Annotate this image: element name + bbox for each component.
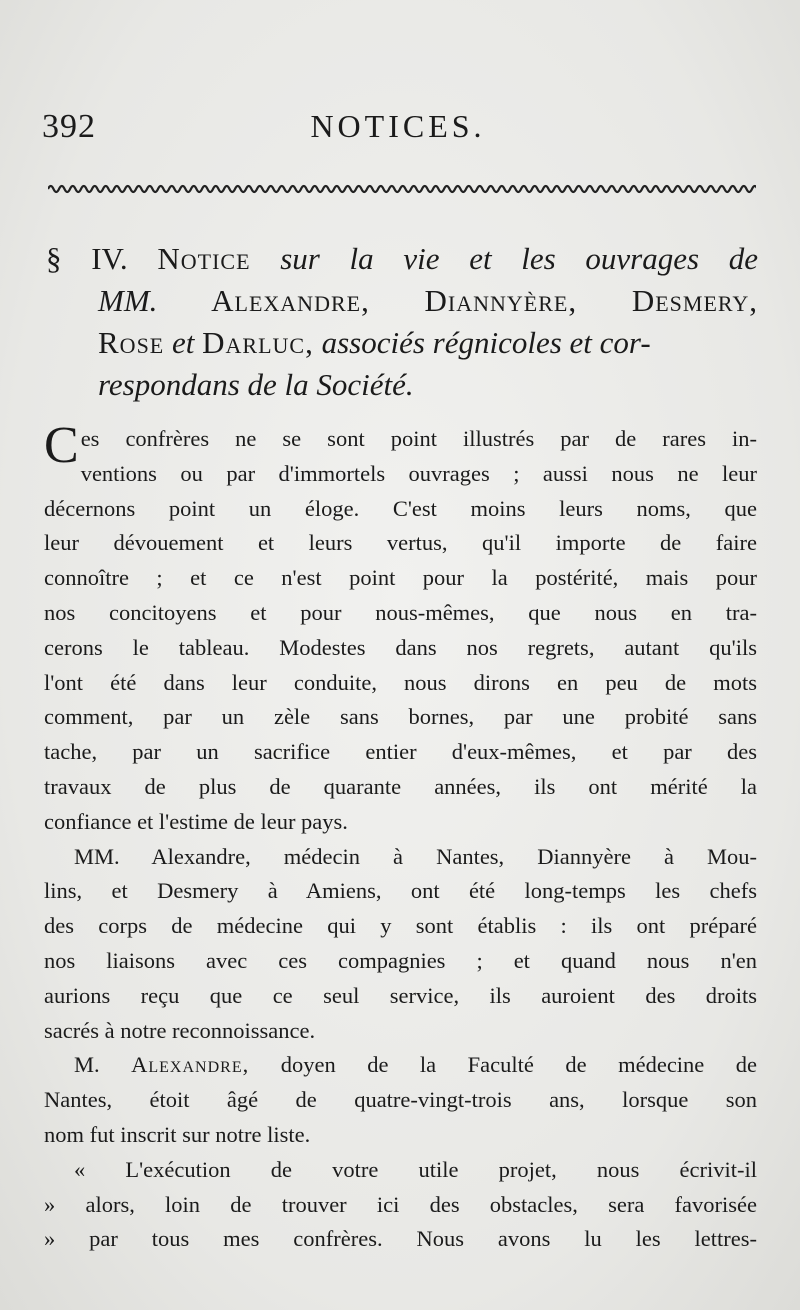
paragraph-line: comment, par un zèle sans bornes, par une probité sans: [44, 704, 757, 730]
paragraph-2: [44, 840, 757, 1049]
paragraph-line: confiance et l'estime de leur pays.: [44, 808, 348, 834]
paragraph-line: tache, par un sacrifice entier d'eux-mêmes, et par des: [44, 739, 757, 765]
para3-line1-rest: doyen de la Faculté de médecine de: [280, 1052, 758, 1078]
body-text: [44, 417, 758, 1257]
paragraph-4: [44, 1153, 757, 1257]
heading-notice-word: Notice: [157, 241, 251, 276]
para3-prefix: M.: [74, 1052, 100, 1078]
running-title: NOTICES.: [310, 108, 486, 144]
paragraph-3: [44, 1048, 757, 1152]
heading-line-3-text: associés régnicoles et cor-: [321, 325, 651, 360]
wavy-rule-ornament: [48, 180, 756, 198]
page-header: [42, 108, 754, 152]
paragraph-line: [44, 1048, 757, 1083]
paragraph-line: MM. Alexandre, médecin à Nantes, Diannyère à Mou-: [74, 843, 757, 869]
heading-mm: MM.: [98, 283, 158, 318]
heading-line-2: [46, 280, 758, 322]
heading-rose: Rose: [98, 325, 165, 360]
paragraph-line: nom fut inscrit sur notre liste.: [44, 1121, 311, 1147]
section-number: § IV.: [46, 241, 128, 276]
paragraph-line: Nantes, étoit âgé de quatre-vingt-trois ans, lorsque son: [44, 1087, 757, 1113]
heading-line-1: [46, 238, 758, 280]
paragraph-line: leur dévouement et leurs vertus, qu'il importe de faire: [44, 530, 757, 556]
paragraph-line: décernons point un éloge. C'est moins leurs noms, que: [44, 495, 757, 521]
paragraph-line: » alors, loin de trouver ici des obstacles, sera favorisée: [44, 1191, 757, 1217]
paragraph-line: es confrères ne se sont point illustrés par de rares in-: [80, 426, 757, 451]
heading-line-3: [46, 322, 758, 364]
paragraph-line: ventions ou par d'immortels ouvrages ; aussi nous ne leur: [80, 460, 757, 486]
drop-cap: C: [44, 417, 79, 474]
paragraph-line: lins, et Desmery à Amiens, ont été long-temps les chefs: [44, 878, 757, 904]
paragraph-line: nos concitoyens et pour nous-mêmes, que nous en tra-: [44, 599, 757, 625]
paragraph-line: connoître ; et ce n'est point pour la postérité, mais pour: [44, 565, 757, 591]
paragraph-line: travaux de plus de quarante années, ils ont mérité la: [44, 773, 757, 799]
paragraph-line: cerons le tableau. Modestes dans nos regrets, autant qu'ils: [44, 634, 757, 660]
paragraph-line: « L'exécution de votre utile projet, nous écrivit-il: [74, 1156, 757, 1182]
paragraph-line: nos liaisons avec ces compagnies ; et quand nous n'en: [44, 947, 757, 973]
page-number: 392: [42, 108, 96, 145]
paragraph-line: aurions reçu que ce seul service, ils auroient des droits: [44, 982, 757, 1008]
paragraph-1: [44, 417, 757, 840]
paragraph-line: des corps de médecine qui y sont établis : ils ont préparé: [44, 913, 757, 939]
heading-line-1-text: sur la vie et les ouvrages de: [280, 241, 759, 276]
paragraph-line: l'ont été dans leur conduite, nous dirons en peu de mots: [44, 669, 757, 695]
heading-darluc: Darluc,: [202, 325, 314, 360]
heading-line-4: respondans de la Société.: [98, 367, 414, 402]
heading-names: Alexandre, Diannyère, Desmery,: [211, 283, 758, 318]
section-heading: [46, 238, 758, 406]
para3-name: Alexandre,: [131, 1052, 250, 1078]
heading-et: et: [172, 325, 195, 360]
paragraph-line: sacrés à notre reconnoissance.: [44, 1017, 316, 1043]
paragraph-line: » par tous mes confrères. Nous avons lu les lettres-: [44, 1226, 757, 1252]
